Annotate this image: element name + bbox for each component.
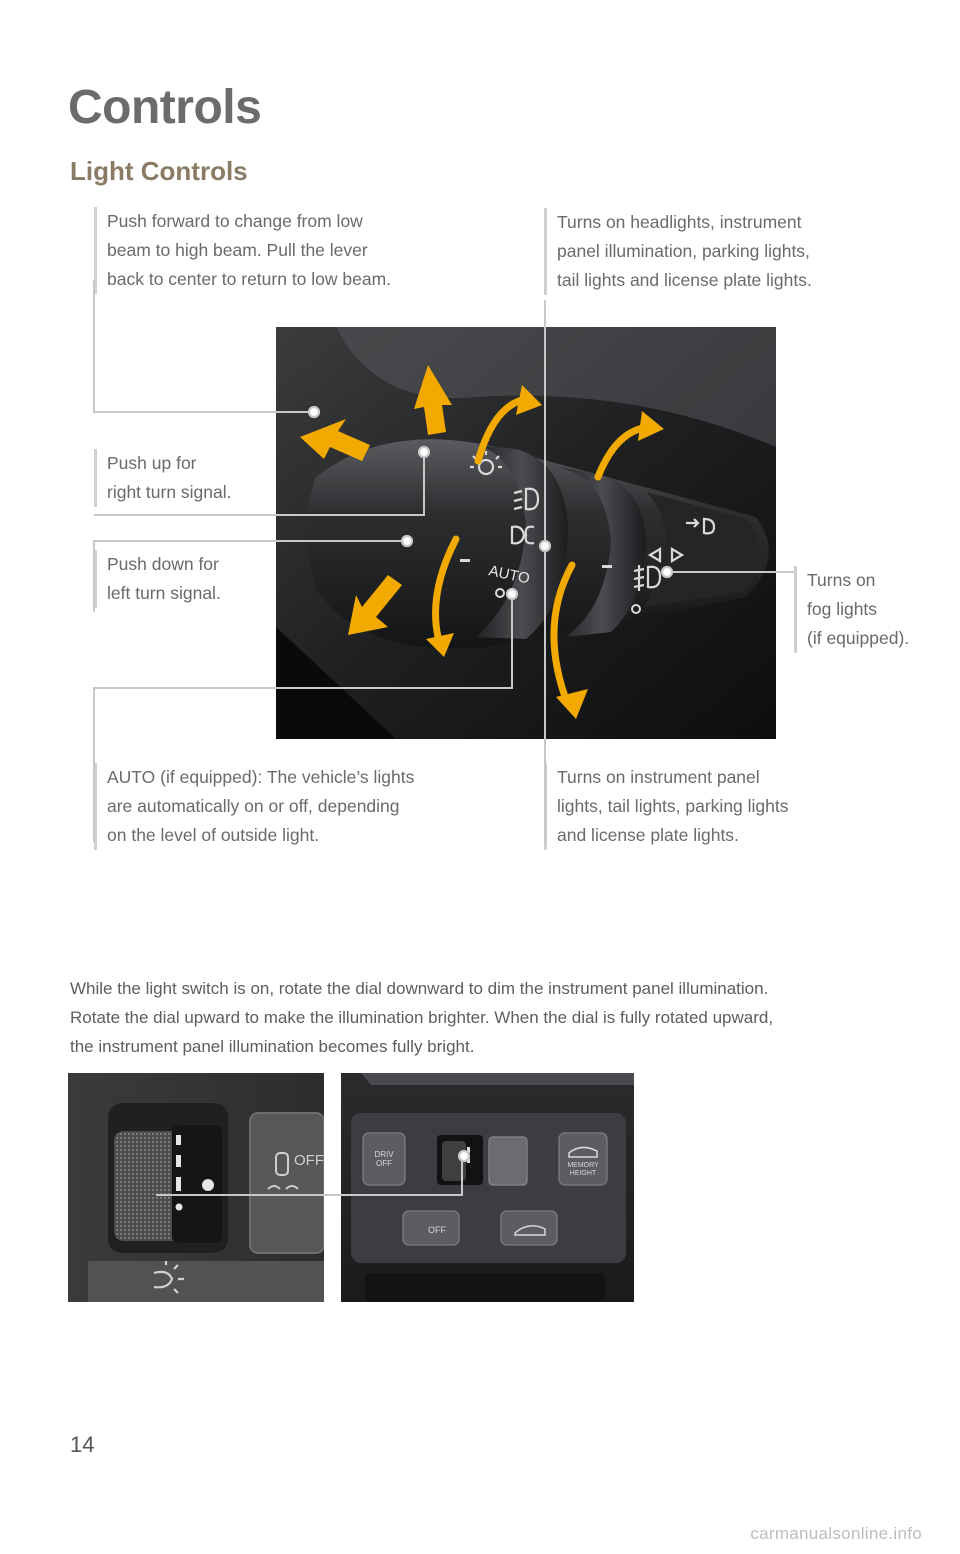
- callout-dot-dial: [459, 1151, 469, 1161]
- bottom-left-button-label: OFF: [428, 1225, 446, 1235]
- adjacent-switch-off-label: OFF: [294, 1152, 324, 1169]
- section-title: Light Controls: [70, 156, 248, 186]
- callout-instrument-panel: Turns on instrument panel lights, tail lights, parking lights and license plate lights.: [544, 763, 857, 850]
- driv-off-button-label: DRIV OFF: [374, 1150, 394, 1169]
- leader-dial: [156, 1160, 462, 1195]
- callout-left-turn: Push down for left turn signal.: [94, 550, 277, 608]
- watermark[interactable]: carmanualsonline.info: [750, 1524, 922, 1543]
- page-title: Controls: [68, 81, 262, 134]
- callout-fog-lights: Turns on fog lights (if equipped).: [794, 566, 947, 653]
- callout-auto: AUTO (if equipped): The vehicle’s lights are automatically on or off, depending on the level of outside light.: [94, 763, 487, 850]
- page-number: 14: [70, 1432, 95, 1457]
- memory-height-button-label: MEMORY HEIGHT: [567, 1162, 599, 1178]
- auto-label: AUTO: [487, 562, 532, 588]
- callout-high-beam: Push forward to change from low beam to high beam. Pull the lever back to center to return to low beam.: [94, 207, 467, 294]
- callout-right-turn: Push up for right turn signal.: [94, 449, 277, 507]
- callout-headlights: Turns on headlights, instrument panel illumination, parking lights, tail lights and license plate lights.: [544, 208, 877, 295]
- illumination-instructions: While the light switch is on, rotate the dial downward to dim the instrument panel illumination. Rotate the dial upward to make the illumination brighter. When the dial is fully rotated upward, the instrument panel illumination becomes fully bright.: [70, 979, 774, 1056]
